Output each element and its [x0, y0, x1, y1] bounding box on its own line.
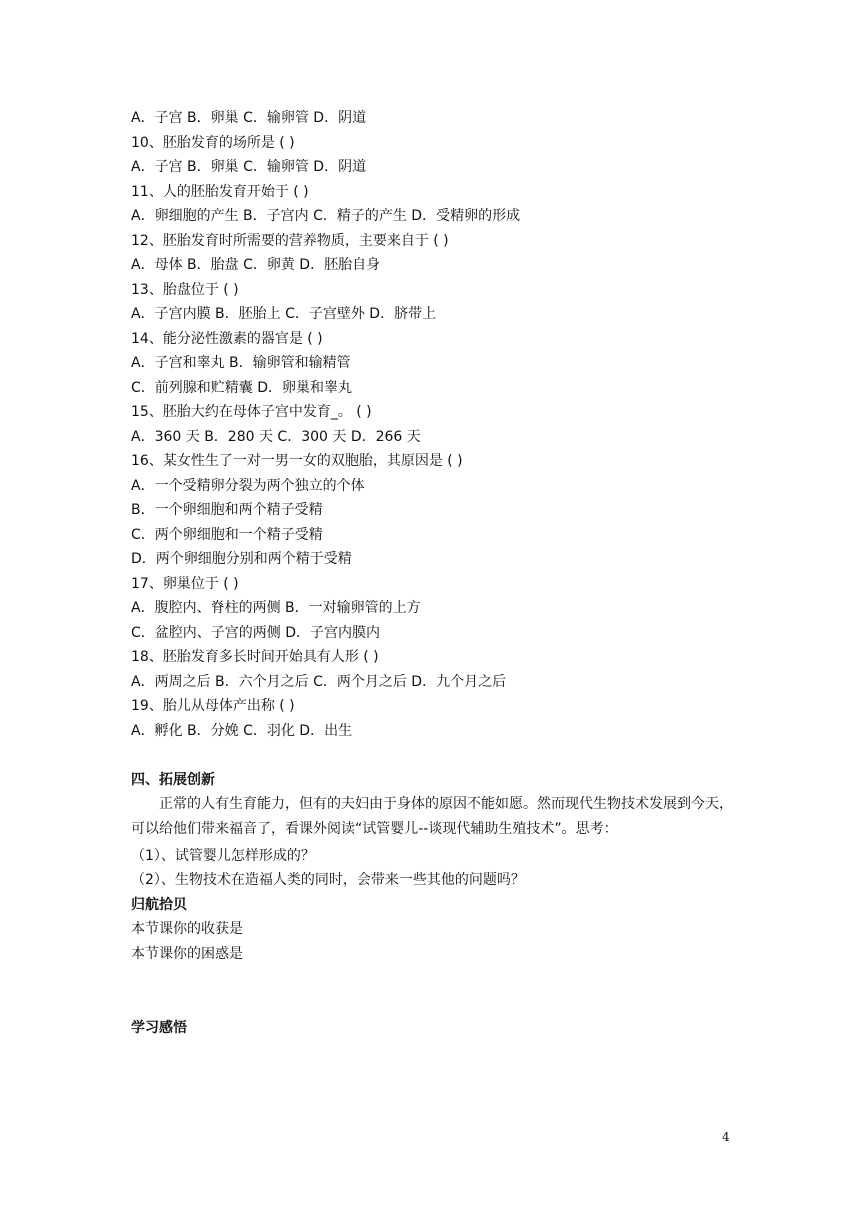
question-line: A．一个受精卵分裂为两个独立的个体 [131, 477, 365, 494]
question-line: A．360 天 B．280 天 C．300 天 D．266 天 [131, 428, 421, 445]
question-line: A．子宫 B．卵巢 C．输卵管 D．阴道 [131, 110, 367, 126]
question-line: A．两周之后 B．六个月之后 C．两个月之后 D．九个月之后 [131, 673, 507, 690]
question-line: A．母体 B．胎盘 C．卵黄 D．胚胎自身 [131, 257, 381, 273]
section-heading-reflection: 学习感悟 [131, 1020, 187, 1036]
question-line: 11、人的胚胎发育开始于 ( ) [131, 183, 309, 200]
question-line: 19、胎儿从母体产出称 ( ) [131, 698, 295, 714]
section-paragraph [131, 792, 746, 841]
question-line: 10、胚胎发育的场所是 ( ) [131, 134, 295, 151]
confusion-prompt: 本节课你的困惑是 [131, 946, 243, 962]
question-line: 13、胎盘位于 ( ) [131, 281, 239, 298]
question-line: 18、胚胎发育多长时间开始具有人形 ( ) [131, 649, 379, 665]
section-heading-extension: 四、拓展创新 [131, 772, 215, 788]
question-line: C．两个卵细胞和一个精子受精 [131, 526, 323, 543]
question-line: A．子宫 B．卵巢 C．输卵管 D．阴道 [131, 159, 367, 175]
thinking-question-2: （2）、生物技术在造福人类的同时，会带来一些其他的问题吗？ [131, 872, 525, 888]
section-heading-review: 归航拾贝 [131, 897, 187, 913]
question-line: A．子宫内膜 B．胚胎上 C．子宫壁外 D．脐带上 [131, 306, 437, 322]
question-line: B．一个卵细胞和两个精子受精 [131, 502, 323, 518]
question-line: A．孵化 B．分娩 C．羽化 D．出生 [131, 722, 353, 739]
question-line: D．两个卵细胞分别和两个精于受精 [131, 551, 352, 567]
page-number: 4 [722, 1130, 730, 1144]
question-line: A．卵细胞的产生 B．子宫内 C．精子的产生 D．受精卵的形成 [131, 208, 521, 224]
question-line: 16、某女性生了一对一男一女的双胞胎，其原因是 ( ) [131, 453, 463, 469]
gain-prompt: 本节课你的收获是 [131, 921, 243, 937]
question-line: C．盆腔内、子宫的两侧 D．子宫内膜内 [131, 624, 381, 641]
question-line: 15、胚胎大约在母体子宫中发育_。 ( ) [131, 404, 372, 420]
question-line: 14、能分泌性激素的器官是 ( ) [131, 330, 323, 347]
question-line: 17、卵巢位于 ( ) [131, 575, 239, 592]
question-line: A．腹腔内、脊柱的两侧 B．一对输卵管的上方 [131, 600, 421, 616]
question-line: C．前列腺和贮精囊 D．卵巢和睾丸 [131, 379, 353, 396]
paragraph-text: 正常的人有生育能力，但有的夫妇由于身体的原因不能如愿。然而现代生物技术发展到今天，可以给他们带来福音了，看课外阅读“试管婴儿--谈现代辅助生殖技术”。思考： [131, 796, 733, 837]
thinking-question-1: （1）、试管婴儿怎样形成的？ [131, 848, 315, 864]
question-line: 12、胚胎发育时所需要的营养物质，主要来自于 ( ) [131, 232, 449, 249]
question-line: A．子宫和睾丸 B．输卵管和输精管 [131, 355, 351, 371]
